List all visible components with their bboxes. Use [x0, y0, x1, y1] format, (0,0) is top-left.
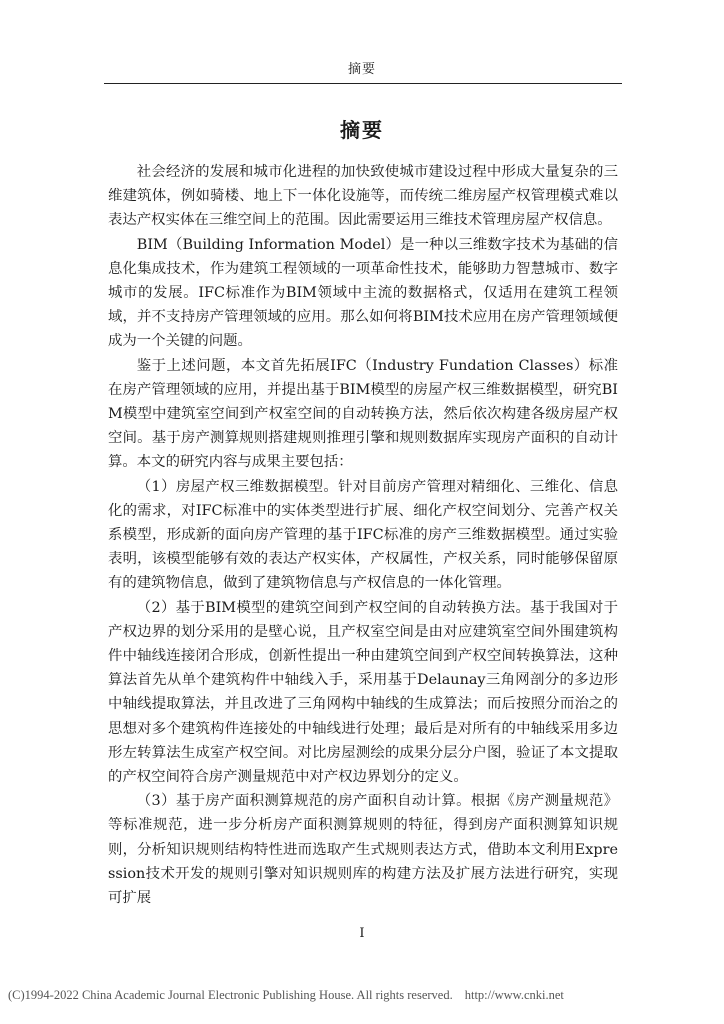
copyright-text: (C)1994-2022 China Academic Journal Electronic Publishing House. All rights reserved.	[8, 988, 453, 1002]
paragraph-4: （1）房屋产权三维数据模型。针对目前房产管理对精细化、三维化、信息化的需求，对IFC标准中的实体类型进行扩展、细化产权空间划分、完善产权关系模型，形成新的面向房产管理的基于IFC标准的房产三维数据模型。通过实验表明，该模型能够有效的表达产权实体，产权属性，产权关系，同时能够保留原有的建筑物信息，做到了建筑物信息与产权信息的一体化管理。	[108, 478, 618, 592]
header-rule	[104, 83, 622, 84]
copyright-footer	[8, 988, 564, 1003]
paragraph-6: （3）基于房产面积测算规范的房产面积自动计算。根据《房产测量规范》等标准规范，进一步分析房产面积测算规则的特征，得到房产面积测算知识规则，分析知识规则结构特性进而选取产生式规则表达方式，借助本文利用Expression技术开发的规则引擎对知识规则库的构建方法及扩展方法进行研究，实现可扩展	[108, 793, 618, 907]
abstract-body	[108, 160, 618, 910]
paragraph-5: （2）基于BIM模型的建筑空间到产权空间的自动转换方法。基于我国对于产权边界的划分采用的是壁心说，且产权室空间是由对应建筑室空间外围建筑构件中轴线连接闭合形成，创新性提出一种由建筑空间到产权空间转换算法，这种算法首先从单个建筑构件中轴线入手，采用基于Delaunay三角网剖分的多边形中轴线提取算法，并且改进了三角网构中轴线的生成算法；而后按照分而治之的思想对多个建筑构件连接处的中轴线进行处理；最后是对所有的中轴线采用多边形左转算法生成室产权空间。对比房屋测绘的成果分层分户图，验证了本文提取的产权空间符合房产测量规范中对产权边界划分的定义。	[108, 599, 618, 786]
running-header-title: 摘要	[347, 62, 376, 77]
page-number: I	[359, 926, 365, 941]
paragraph-3: 鉴于上述问题，本文首先拓展IFC（Industry Fundation Classes）标准在房产管理领域的应用，并提出基于BIM模型的房屋产权三维数据模型，研究BIM模型中建筑室空间到产权室空间的自动转换方法，然后依次构建各级房屋产权空间。基于房产测算规则搭建规则推理引擎和规则数据库实现房产面积的自动计算。本文的研究内容与成果主要包括：	[108, 357, 618, 471]
paragraph-1: 社会经济的发展和城市化进程的加快致使城市建设过程中形成大量复杂的三维建筑体，例如骑楼、地上下一体化设施等，而传统二维房屋产权管理模式难以表达产权实体在三维空间上的范围。因此需要运用三维技术管理房屋产权信息。	[108, 164, 618, 229]
footer-url: http://www.cnki.net	[464, 988, 564, 1002]
page-title: 摘要	[340, 118, 384, 142]
paragraph-2: BIM（Building Information Model）是一种以三维数字技术为基础的信息化集成技术，作为建筑工程领域的一项革命性技术，能够助力智慧城市、数字城市的发展。IFC标准作为BIM领域中主流的数据格式，仅适用在建筑工程领域，并不支持房产管理领域的应用。那么如何将BIM技术应用在房产管理领域便成为一个关键的问题。	[108, 236, 618, 350]
